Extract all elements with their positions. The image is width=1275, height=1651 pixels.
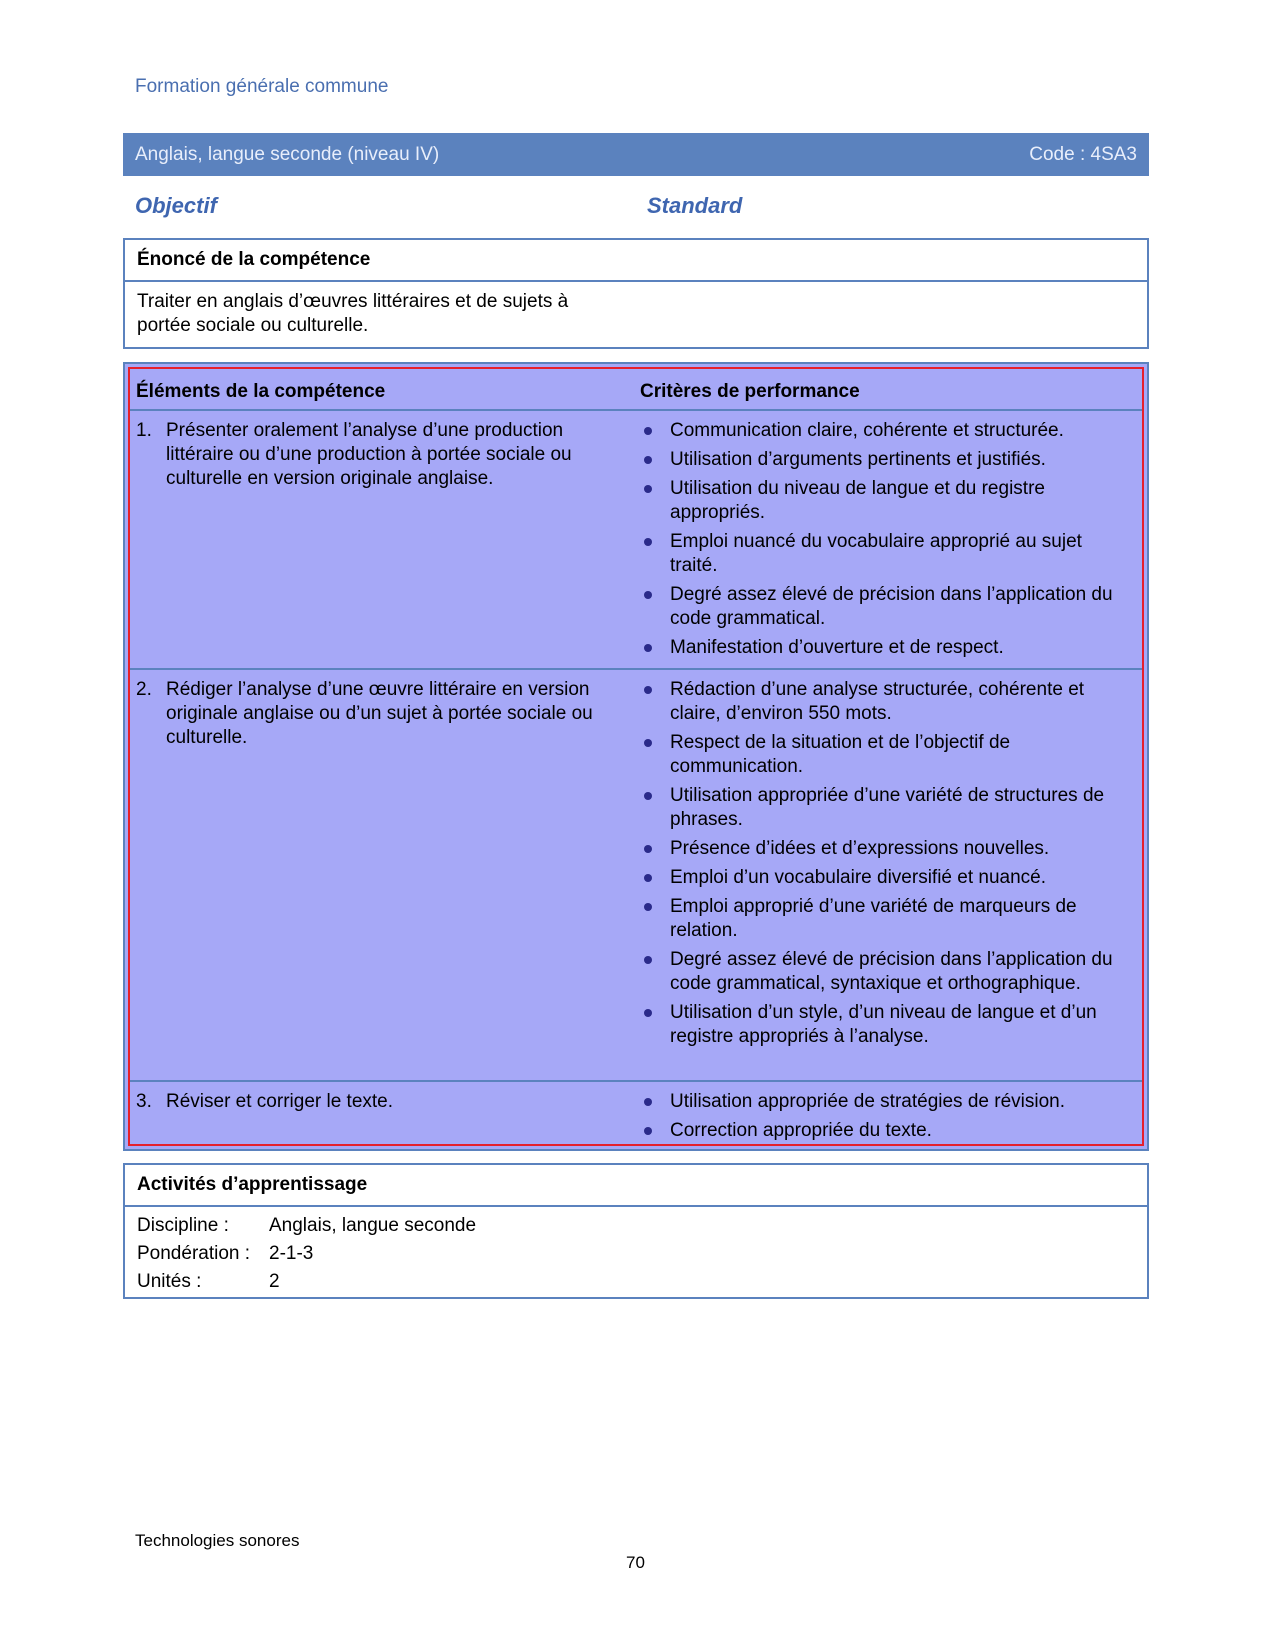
enonce-text: Traiter en anglais d’œuvres littéraires et de sujets à portée sociale ou culturelle. xyxy=(137,291,569,336)
element-number: 1. xyxy=(136,420,152,441)
header-criteres: Critères de performance xyxy=(640,381,860,402)
competence-table xyxy=(123,362,1149,1151)
criterion-item: Présence d’idées et d’expressions nouvelles. xyxy=(640,837,1130,861)
unites-value: 2 xyxy=(269,1271,280,1292)
unites-label: Unités : xyxy=(137,1271,202,1292)
course-title-bar xyxy=(123,133,1149,176)
discipline-value: Anglais, langue seconde xyxy=(269,1215,477,1236)
table-row xyxy=(130,411,1142,670)
criterion-item: Utilisation appropriée de stratégies de révision. xyxy=(640,1090,1130,1114)
criterion-item: Emploi d’un vocabulaire diversifié et nuancé. xyxy=(640,866,1130,890)
ponderation-line xyxy=(137,1240,1135,1268)
element-number: 3. xyxy=(136,1091,152,1112)
ponderation-value: 2-1-3 xyxy=(269,1243,314,1264)
criterion-item: Communication claire, cohérente et structurée. xyxy=(640,419,1130,443)
standard-label: Standard xyxy=(647,193,743,218)
running-head: Formation générale commune xyxy=(135,76,389,97)
header-elements: Éléments de la compétence xyxy=(136,381,386,402)
unites-line xyxy=(137,1268,1135,1296)
activites-details xyxy=(125,1207,1147,1301)
course-name: Anglais, langue seconde (niveau IV) xyxy=(135,144,440,165)
criterion-item: Utilisation d’arguments pertinents et justifiés. xyxy=(640,448,1130,472)
element-text: Rédiger l’analyse d’une œuvre littéraire en version originale anglaise ou d’un sujet à portée sociale ou culturelle. xyxy=(166,679,593,748)
criteria-cell xyxy=(640,678,1130,1054)
element-cell xyxy=(136,678,606,750)
objectif-label: Objectif xyxy=(135,193,217,218)
criteria-cell xyxy=(640,1090,1130,1148)
criterion-item: Degré assez élevé de précision dans l’application du code grammatical. xyxy=(640,583,1130,631)
enonce-title: Énoncé de la compétence xyxy=(125,240,1147,282)
activites-box xyxy=(123,1163,1149,1299)
ponderation-label: Pondération : xyxy=(137,1243,251,1264)
criterion-item: Rédaction d’une analyse structurée, cohérente et claire, d’environ 550 mots. xyxy=(640,678,1130,726)
criterion-item: Utilisation appropriée d’une variété de structures de phrases. xyxy=(640,784,1130,832)
element-text: Réviser et corriger le texte. xyxy=(166,1091,394,1112)
footer-program: Technologies sonores xyxy=(135,1531,300,1550)
criterion-item: Utilisation du niveau de langue et du registre appropriés. xyxy=(640,477,1130,525)
table-row xyxy=(130,670,1142,1082)
table-row xyxy=(130,1082,1142,1142)
criterion-item: Manifestation d’ouverture et de respect. xyxy=(640,636,1130,660)
page-number: 70 xyxy=(626,1553,645,1572)
activites-title: Activités d’apprentissage xyxy=(125,1165,1147,1207)
criterion-item: Emploi approprié d’une variété de marqueurs de relation. xyxy=(640,895,1130,943)
criterion-item: Correction appropriée du texte. xyxy=(640,1119,1130,1143)
element-text: Présenter oralement l’analyse d’une production littéraire ou d’une production à portée sociale ou culturelle en version originale anglaise. xyxy=(166,420,572,489)
competence-table-selection xyxy=(128,367,1144,1146)
criterion-item: Degré assez élevé de précision dans l’application du code grammatical, syntaxique et orthographique. xyxy=(640,948,1130,996)
element-cell xyxy=(136,1090,606,1114)
criterion-item: Utilisation d’un style, d’un niveau de langue et d’un registre appropriés à l’analyse. xyxy=(640,1001,1130,1049)
course-code: Code : 4SA3 xyxy=(1029,144,1137,165)
criterion-item: Respect de la situation et de l’objectif de communication. xyxy=(640,731,1130,779)
discipline-label: Discipline : xyxy=(137,1215,229,1236)
table-header xyxy=(130,369,1142,411)
element-number: 2. xyxy=(136,679,152,700)
discipline-line xyxy=(137,1212,1135,1240)
element-cell xyxy=(136,419,606,491)
criterion-item: Emploi nuancé du vocabulaire approprié au sujet traité. xyxy=(640,530,1130,578)
enonce-box xyxy=(123,238,1149,349)
criteria-cell xyxy=(640,419,1130,665)
